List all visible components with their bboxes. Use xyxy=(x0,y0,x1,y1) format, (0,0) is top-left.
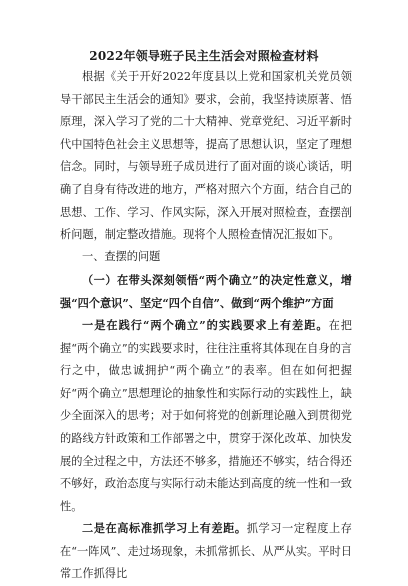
point-two-paragraph xyxy=(60,517,352,586)
intro-paragraph: 根据《关于开好2022年度县以上党和国家机关党员领导干部民主生活会的通知》要求，会前，我坚持读原著、悟原理，深入学习了党的二十大精神、党章党纪、习近平新时代中国特色社会主义思想等，提高了思想认识，坚定了理想信念。同时，与领导班子成员进行了面对面的谈心谈话，明确了自身有待改进的地方，严格对照六个方面，结合自己的思想、工作、学习、作风实际，深入开展对照检查，查摆剖析问题，制定整改措施。现将个人照检查情况汇报如下。 xyxy=(60,70,352,242)
point-one-paragraph xyxy=(60,314,352,518)
section-heading: 一、查摆的问题 xyxy=(82,250,161,263)
point-one-body: 在把握“两个确立”的实践要求时，往往注重将其体现在自身的言行之中，做忠诚拥护“两个确立”的表率。但在如何把握好“两个确立”思想理论的抽象性和实际行动的实践性上，缺少全面深入的思考；对于如何将党的创新理论融入到贯彻党的路线方针政策和工作部署之中，贯穿于深化改革、加快发展的全过程之中，方法还不够多，措施还不够实，结合得还不够好，政治态度与实际行动未能达到高度的统一性和一致性。 xyxy=(60,319,352,513)
point-two-body: 抓学习一定程度上存在“一阵风”、走过场现象，未抓常抓长、从严从实。平时日常工作抓得比 xyxy=(60,522,352,581)
point-one-lead: 一是在践行“两个确立”的实践要求上有差距。 xyxy=(82,318,329,332)
point-two-lead: 二是在高标准抓学习上有差距。 xyxy=(82,521,247,535)
subsection-heading: （一）在带头深刻领悟“两个确立”的决定性意义，增强“四个意识”、坚定“四个自信”、做到“两个维护”方面 xyxy=(60,273,352,310)
document-title: 2022年领导班子民主生活会对照检查材料 xyxy=(89,49,319,63)
